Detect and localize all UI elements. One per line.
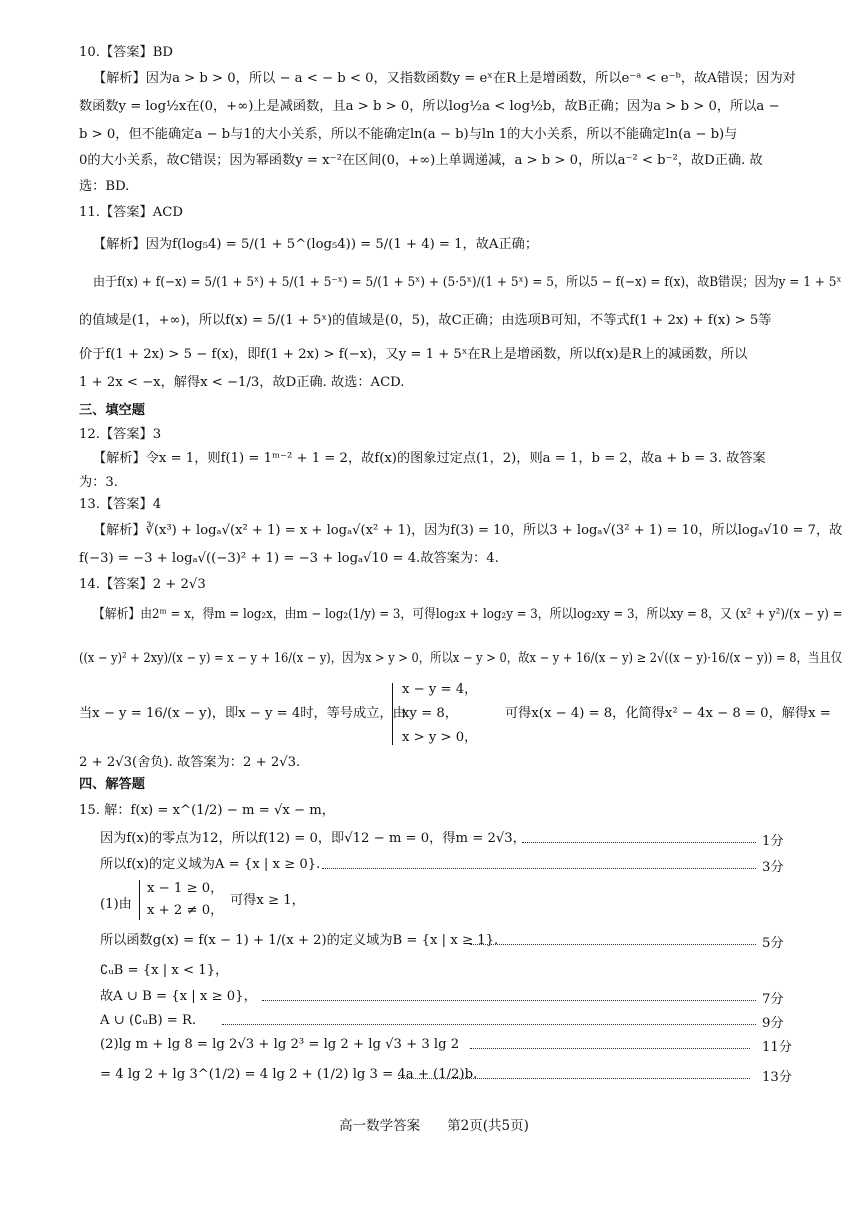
q15-leader-2 [322,868,756,869]
q15-score-1: 1分 [762,834,784,849]
section-fill-in-title: 三、填空题 [79,403,145,418]
q11-line-5: 1 + 2x < −x，解得x < −1/3，故D正确. 故选：ACD. [79,375,405,390]
q15-system-brace [139,880,146,920]
q10-line-3: b > 0，但不能确定a − b与1的大小关系，所以不能确定ln(a − b)与ln 1的大小关系，所以不能确定ln(a − b)与 [79,127,738,142]
q12-answer: 12.【答案】3 [79,427,162,442]
q15-score-7: 13分 [762,1070,792,1085]
q14-line-1: 【解析】由2ᵐ = x，得m = log₂x，由m − log₂(1/y) = 3，可得log₂x + log₂y = 3，所以log₂xy = 3，所以xy = 8，又 (x² + y²)/(x − y) = [93,607,843,622]
q14-answer: 14.【答案】2 + 2√3 [79,577,206,592]
q14-system-eq-3: x > y > 0， [402,730,478,745]
q14-system-eq-1: x − y = 4， [402,682,478,697]
q15-leader-5 [222,1024,756,1025]
q15-score-4: 7分 [762,992,784,1007]
q15-line-3: (1)由 [100,897,132,912]
q15-leader-3 [470,944,756,945]
q15-system-eq-2: x + 2 ≠ 0， [147,903,224,918]
q15-line-4: 可得x ≥ 1， [230,893,305,908]
q10-line-1: 【解析】因为a > b > 0，所以 − a < − b < 0，又指数函数y = eˣ在R上是增函数，所以e⁻ᵃ < e⁻ᵇ，故A错误；因为对 [93,71,796,86]
q15-score-6: 11分 [762,1040,792,1055]
q15-score-3: 5分 [762,936,784,951]
q15-system-eq-1: x − 1 ≥ 0， [147,881,224,896]
q14-line-4: 可得x(x − 4) = 8，化简得x² − 4x − 8 = 0，解得x = [505,706,831,721]
q15-leader-7 [398,1078,750,1079]
q12-line-1: 【解析】令x = 1，则f(1) = 1ᵐ⁻² + 1 = 2，故f(x)的图象过定点(1，2)，则a = 1，b = 2，故a + b = 3. 故答案 [93,451,766,466]
q14-system-brace [392,683,399,745]
q15-line-7: 故A ∪ B = {x | x ≥ 0}， [100,989,257,1004]
q15-line-2: 所以f(x)的定义域为A = {x | x ≥ 0}. [100,857,321,872]
q10-line-5: 选：BD. [79,179,130,194]
q15-line-8: A ∪ (∁ᵤB) = R. [100,1013,197,1028]
q15-line-9: (2)lg m + lg 8 = lg 2√3 + lg 2³ = lg 2 + lg √3 + 3 lg 2 [100,1037,460,1052]
q10-line-2: 数函数y = log½x在(0，+∞)上是减函数，且a > b > 0，所以log½a < log½b，故B正确；因为a > b > 0，所以a − [79,99,780,114]
q14-line-5: 2 + 2√3(舍负). 故答案为：2 + 2√3. [79,755,301,770]
q11-line-4: 价于f(1 + 2x) > 5 − f(x)，即f(1 + 2x) > f(−x)，又y = 1 + 5ˣ在R上是增函数，所以f(x)是R上的减函数，所以 [79,347,748,362]
q13-line-2: f(−3) = −3 + logₐ√((−3)² + 1) = −3 + logₐ√10 = 4.故答案为：4. [79,551,499,566]
q14-line-2: ((x − y)² + 2xy)/(x − y) = x − y + 16/(x − y)，因为x > y > 0，所以x − y > 0，故x − y + 16/(x − y) ≥ 2√((x − y)·16/(x − y)) = 8，当且仅 [79,651,843,666]
q15-line-10: = 4 lg 2 + lg 3^(1/2) = 4 lg 2 + (1/2) lg 3 = 4a + (1/2)b. [100,1067,478,1082]
q13-line-1: 【解析】∛(x³) + logₐ√(x² + 1) = x + logₐ√(x² + 1)，因为f(3) = 10，所以3 + logₐ√(3² + 1) = 10，所以logₐ√10 = 7，故 [93,523,843,538]
q15-score-2: 3分 [762,860,784,875]
q11-line-2: 由于f(x) + f(−x) = 5/(1 + 5ˣ) + 5/(1 + 5⁻ˣ) = 5/(1 + 5ˣ) + (5·5ˣ)/(1 + 5ˣ) = 5，所以5 − f(−x) = f(x)，故B错误；因为y = 1 + 5ˣ [93,275,842,290]
q15-score-5: 9分 [762,1016,784,1031]
q15-line-1: 因为f(x)的零点为12，所以f(12) = 0，即√12 − m = 0，得m = 2√3， [100,831,526,846]
q15-leader-6 [470,1048,750,1049]
q15-leader-4 [262,1000,756,1001]
q14-line-3: 当x − y = 16/(x − y)，即x − y = 4时，等号成立，由 [79,706,406,721]
q12-line-2: 为：3. [79,475,118,490]
q15-leader-1 [522,842,756,843]
q15-header: 15. 解：f(x) = x^(1/2) − m = √x − m， [79,803,335,818]
page-footer: 高一数学答案 第2页(共5页) [339,1118,529,1134]
q11-answer: 11.【答案】ACD [79,205,183,220]
q10-line-4: 0的大小关系，故C错误；因为幂函数y = x⁻²在区间(0，+∞)上单调递减，a > b > 0，所以a⁻² < b⁻²，故D正确. 故 [79,153,763,168]
q15-line-5: 所以函数g(x) = f(x − 1) + 1/(x + 2)的定义域为B = {x | x ≥ 1}. [100,933,499,948]
q15-line-6: ∁ᵤB = {x | x < 1}， [100,963,229,978]
q11-line-1: 【解析】因为f(log₅4) = 5/(1 + 5^(log₅4)) = 5/(1 + 4) = 1，故A正确； [93,237,539,252]
q14-system-eq-2: xy = 8， [402,706,458,721]
q13-answer: 13.【答案】4 [79,497,162,512]
q10-answer: 10.【答案】BD [79,45,173,60]
section-solution-title: 四、解答题 [79,777,145,792]
q11-line-3: 的值域是(1，+∞)，所以f(x) = 5/(1 + 5ˣ)的值域是(0，5)，故C正确；由选项B可知，不等式f(1 + 2x) + f(x) > 5等 [79,313,772,328]
